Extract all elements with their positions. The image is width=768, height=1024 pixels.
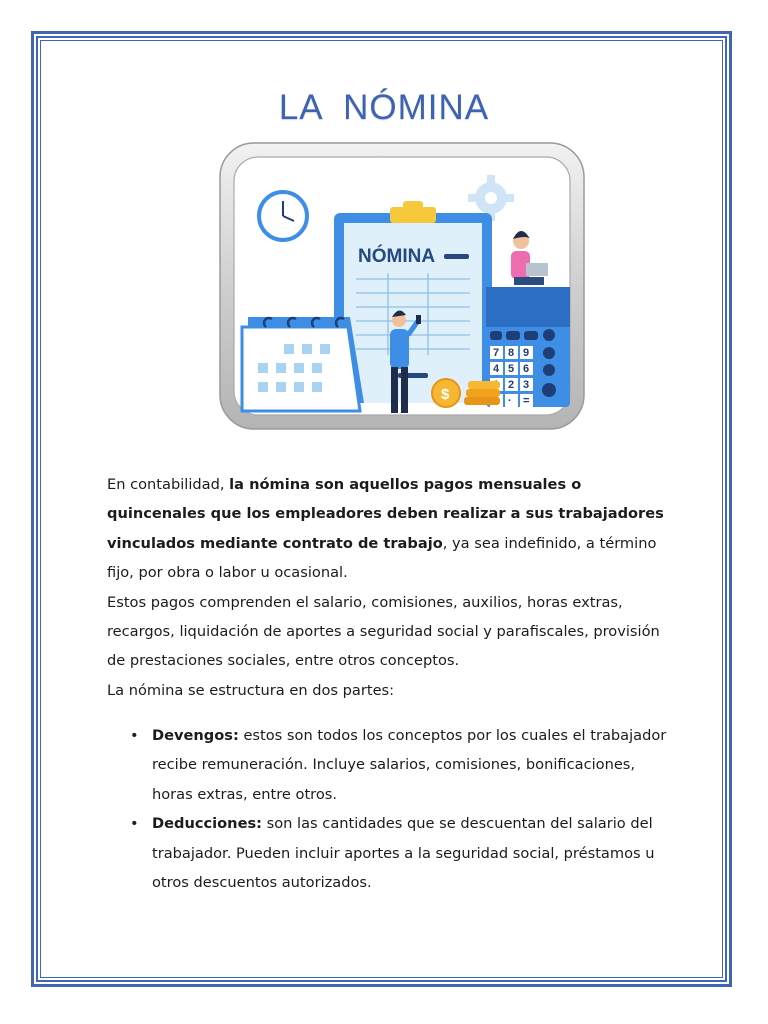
page-title: LA NÓMINA [278, 88, 490, 127]
body-text [107, 470, 667, 705]
calculator-key-label: = [523, 395, 530, 407]
calculator-key-label: 9 [523, 347, 530, 359]
calculator-key-label: 8 [508, 347, 515, 359]
calculator-key-label: 5 [508, 363, 515, 375]
bullet-list [127, 721, 672, 897]
calendar-icon [242, 317, 364, 411]
calculator-key-label: 7 [493, 347, 500, 359]
clock-icon [259, 192, 307, 240]
calculator-key-label: · [508, 395, 512, 407]
paragraph-structure: La nómina se estructura en dos partes: [107, 681, 395, 699]
nomina-illustration [218, 141, 586, 431]
calculator-icon [486, 287, 570, 407]
calculator-key-label: 2 [508, 379, 515, 391]
bullet-devengos: • Devengos: estos son todos los conceptos por los cuales el trabajador recibe remuneración. Incluye salarios, comisiones, bonificaciones, horas extras, entre otros. [130, 727, 667, 803]
paragraph-intro: En contabilidad, la nómina son aquellos pagos mensuales o quincenales que los empleadores deben realizar a sus trabajadores vinculados mediante contrato de trabajo, ya sea indefinido, a término fijo, por obra o labor u ocasional. [107, 476, 664, 582]
calculator-key-label: 6 [523, 363, 530, 375]
paragraph-payments: Estos pagos comprenden el salario, comisiones, auxilios, horas extras, recargos, liquidación de aportes a seguridad social y parafiscales, provisión de prestaciones sociales, entre otros conceptos. [107, 593, 660, 670]
clipboard-title: NÓMINA [358, 246, 436, 267]
calculator-key-label: 4 [493, 363, 500, 375]
bullet-deducciones: • Deducciones: son las cantidades que se descuentan del salario del trabajador. Pueden incluir aportes a la seguridad social, préstamos u otros descuentos autorizados. [130, 815, 655, 892]
svg-text:$: $ [441, 386, 450, 403]
calculator-key-label: 3 [523, 379, 530, 391]
